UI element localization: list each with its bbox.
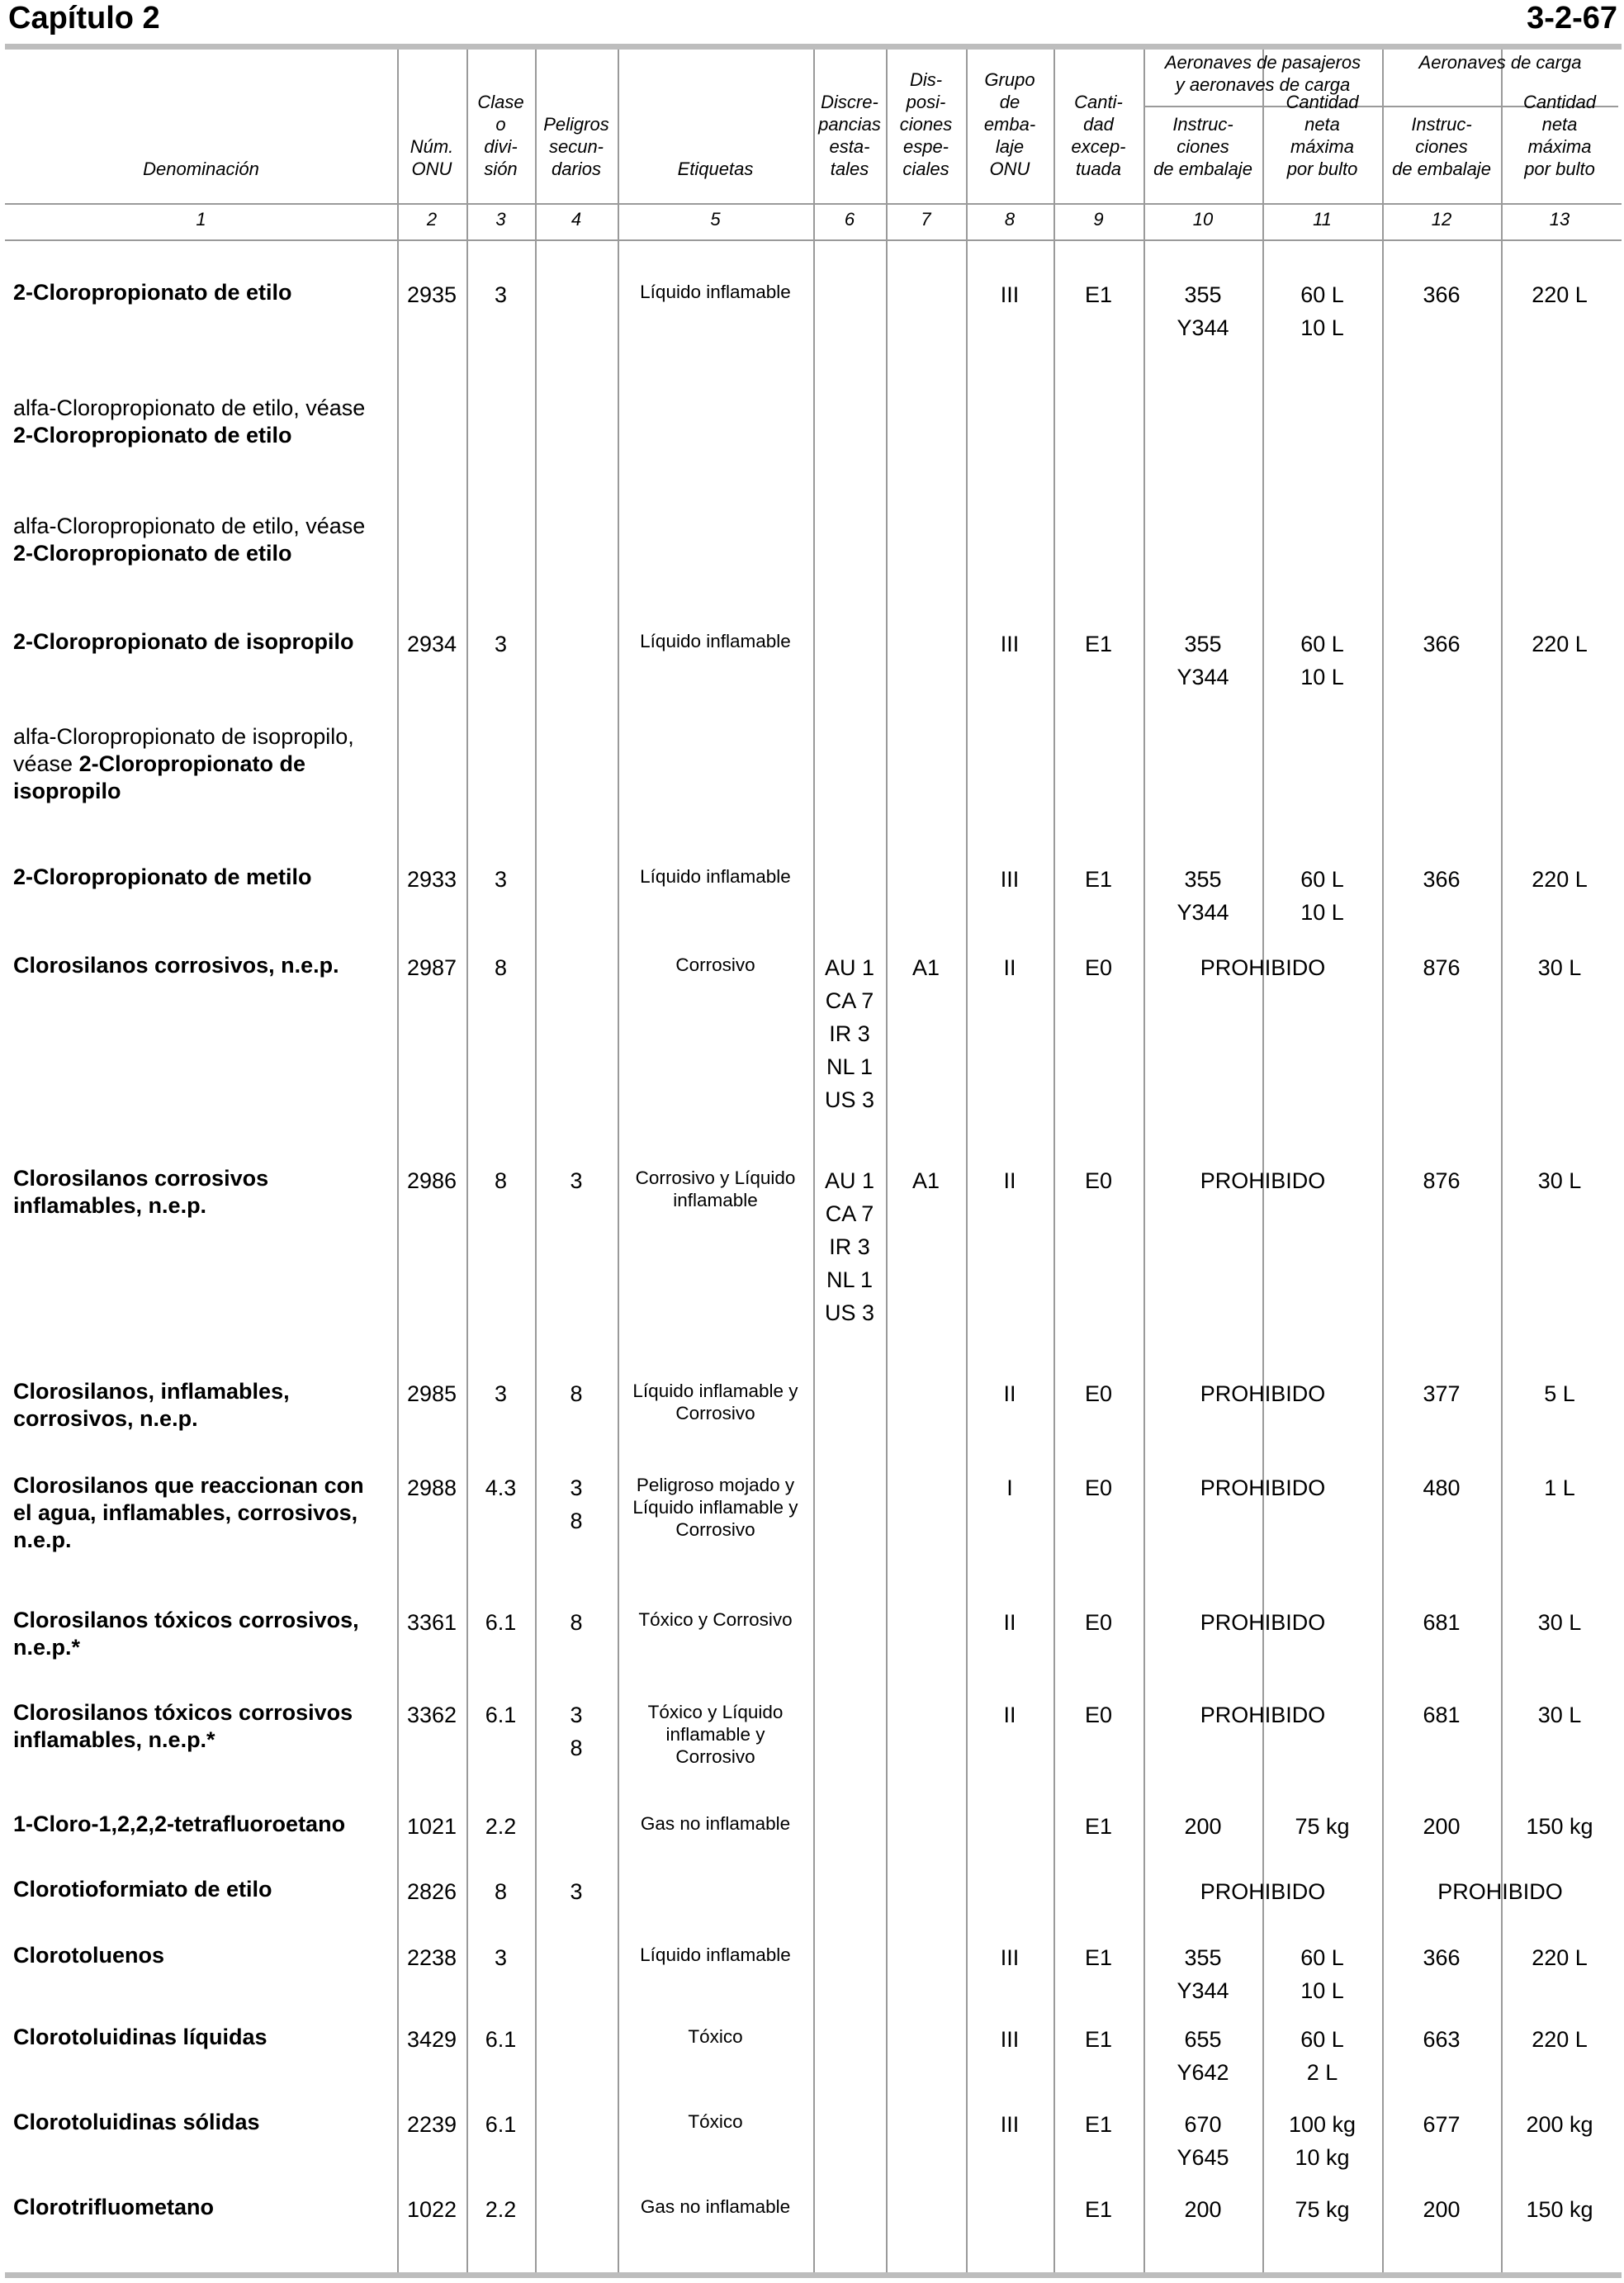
cell-pg: III bbox=[1000, 2112, 1020, 2137]
cross-reference-target: 2-Cloropropionato de isopropilo bbox=[13, 751, 306, 803]
cell-un: 2988 bbox=[406, 1475, 457, 1500]
column-header: Dis- posi- ciones espe- ciales bbox=[899, 69, 953, 179]
cell-cls: 8 bbox=[494, 1168, 508, 1193]
cell-qty_cao: 150 kg bbox=[1526, 1814, 1593, 1839]
top-rule bbox=[5, 44, 1622, 50]
cell-pi_pax: 355 Y344 bbox=[1177, 1945, 1229, 2003]
label-cell: Corrosivo bbox=[675, 954, 755, 975]
cell-eq: E1 bbox=[1084, 1945, 1113, 1970]
column-divider bbox=[886, 50, 888, 2272]
cross-reference-text: alfa-Cloropropionato de isopropilo, véase bbox=[13, 724, 354, 776]
cell-eq: E1 bbox=[1084, 867, 1113, 892]
column-divider bbox=[1262, 50, 1264, 2272]
cell-un: 1021 bbox=[406, 1814, 457, 1839]
label-cell: Líquido inflamable bbox=[640, 282, 791, 302]
cell-pi_cao: 663 bbox=[1423, 2027, 1461, 2052]
cell-qty_cao: 30 L bbox=[1537, 955, 1582, 980]
cell-eq: E1 bbox=[1084, 2027, 1113, 2052]
column-number: 8 bbox=[1004, 209, 1016, 230]
passenger-forbidden: PROHIBIDO bbox=[1200, 1879, 1326, 1904]
cell-qty_pax: 60 L 2 L bbox=[1300, 2027, 1344, 2085]
cell-eq: E0 bbox=[1084, 955, 1113, 980]
substance-name bbox=[13, 864, 385, 891]
cell-pg: I bbox=[1006, 1475, 1013, 1500]
cell-cls: 3 bbox=[494, 1945, 508, 1970]
column-header: Cantidad neta máxima por bulto bbox=[1285, 92, 1359, 179]
substance-name-text: 2-Cloropropionato de metilo bbox=[13, 864, 312, 889]
substance-name-text: Clorotrifluometano bbox=[13, 2195, 214, 2219]
cell-pi_cao: 200 bbox=[1423, 2197, 1461, 2222]
cell-qty_pax: 60 L 10 L bbox=[1300, 1945, 1344, 2003]
substance-name bbox=[13, 513, 385, 567]
label-cell: Gas no inflamable bbox=[640, 1813, 791, 1834]
cell-qty_cao: 30 L bbox=[1537, 1703, 1582, 1727]
column-divider bbox=[535, 50, 537, 2272]
label-cell: Tóxico bbox=[688, 2026, 743, 2047]
cell-pi_pax: 355 Y344 bbox=[1177, 867, 1229, 925]
cell-pg: III bbox=[1000, 2027, 1020, 2052]
passenger-forbidden: PROHIBIDO bbox=[1200, 955, 1326, 980]
cell-qty_cao: 30 L bbox=[1537, 1610, 1582, 1635]
substance-name bbox=[13, 1811, 385, 1838]
cell-var: AU 1 CA 7 IR 3 NL 1 US 3 bbox=[824, 1168, 875, 1325]
column-header: Grupo de emba- laje ONU bbox=[983, 69, 1036, 179]
cross-reference-text: alfa-Cloropropionato de etilo, véase bbox=[13, 514, 366, 538]
cell-qty_pax: 60 L 10 L bbox=[1300, 867, 1344, 925]
column-number: 10 bbox=[1192, 209, 1214, 230]
column-number: 7 bbox=[921, 209, 931, 230]
cell-pg: II bbox=[1003, 1610, 1016, 1635]
substance-name bbox=[13, 1165, 385, 1220]
cell-pg: III bbox=[1000, 867, 1020, 892]
cell-un: 2238 bbox=[406, 1945, 457, 1970]
cell-sec: 3 8 bbox=[570, 1475, 583, 1533]
cell-cls: 6.1 bbox=[485, 1610, 517, 1635]
chapter-title: Capítulo 2 bbox=[8, 1, 160, 36]
cross-reference-target: 2-Cloropropionato de etilo bbox=[13, 541, 292, 566]
cell-pi_cao: 876 bbox=[1423, 955, 1461, 980]
cell-qty_cao: 200 kg bbox=[1526, 2112, 1593, 2137]
substance-name bbox=[13, 628, 385, 656]
page-number: 3-2-67 bbox=[1527, 1, 1617, 36]
column-header: Canti- dad excep- tuada bbox=[1071, 92, 1126, 179]
cell-qty_pax: 60 L 10 L bbox=[1300, 632, 1344, 689]
cell-un: 2986 bbox=[406, 1168, 457, 1193]
column-divider bbox=[1382, 50, 1384, 2272]
cell-cls: 3 bbox=[494, 1381, 508, 1406]
cell-qty_pax: 75 kg bbox=[1295, 1814, 1350, 1839]
cell-cls: 4.3 bbox=[485, 1475, 517, 1500]
cell-sec: 8 bbox=[570, 1381, 583, 1406]
column-header: Peligros secun- darios bbox=[543, 114, 609, 179]
cell-eq: E0 bbox=[1084, 1703, 1113, 1727]
substance-name bbox=[13, 2194, 385, 2221]
column-number: 1 bbox=[196, 209, 206, 230]
cargo-forbidden: PROHIBIDO bbox=[1437, 1879, 1563, 1904]
cell-pi_cao: 681 bbox=[1423, 1703, 1461, 1727]
cell-pi_cao: 876 bbox=[1423, 1168, 1461, 1193]
column-header: Cantidad neta máxima por bulto bbox=[1522, 92, 1597, 179]
column-divider bbox=[466, 50, 468, 2272]
cell-pi_cao: 366 bbox=[1423, 867, 1461, 892]
substance-name-text: Clorosilanos tóxicos corrosivos inflamables, n.e.p.* bbox=[13, 1700, 353, 1752]
column-header: Instruc- ciones de embalaje bbox=[1153, 114, 1252, 179]
cell-pi_pax: 355 Y344 bbox=[1177, 282, 1229, 340]
cell-pi_cao: 366 bbox=[1423, 282, 1461, 307]
substance-name-text: Clorosilanos, inflamables, corrosivos, n.e.p. bbox=[13, 1379, 290, 1431]
cell-un: 2985 bbox=[406, 1381, 457, 1406]
cell-eq: E0 bbox=[1084, 1610, 1113, 1635]
substance-name-text: Clorotoluenos bbox=[13, 1943, 164, 1968]
column-divider bbox=[813, 50, 815, 2272]
cell-eq: E0 bbox=[1084, 1168, 1113, 1193]
column-divider bbox=[1501, 50, 1503, 2272]
column-divider bbox=[397, 50, 399, 2272]
column-number: 2 bbox=[426, 209, 438, 230]
cell-sp: A1 bbox=[911, 1168, 940, 1193]
cell-pi_cao: 366 bbox=[1423, 1945, 1461, 1970]
substance-name bbox=[13, 1607, 385, 1661]
cell-cls: 6.1 bbox=[485, 2112, 517, 2137]
substance-name bbox=[13, 1699, 385, 1754]
bottom-rule bbox=[5, 2272, 1622, 2278]
cell-pi_cao: 366 bbox=[1423, 632, 1461, 656]
cell-un: 2239 bbox=[406, 2112, 457, 2137]
label-cell: Peligroso mojado y Líquido inflamable y Corrosivo bbox=[632, 1475, 798, 1540]
cell-var: AU 1 CA 7 IR 3 NL 1 US 3 bbox=[824, 955, 875, 1112]
column-divider bbox=[966, 50, 968, 2272]
label-cell: Líquido inflamable bbox=[640, 866, 791, 887]
cell-cls: 2.2 bbox=[485, 2197, 517, 2222]
column-divider bbox=[618, 50, 619, 2272]
passenger-forbidden: PROHIBIDO bbox=[1200, 1381, 1326, 1406]
cell-qty_cao: 30 L bbox=[1537, 1168, 1582, 1193]
page-header bbox=[0, 0, 1624, 43]
cell-un: 3429 bbox=[406, 2027, 457, 2052]
cell-cls: 8 bbox=[494, 1879, 508, 1904]
label-cell: Tóxico bbox=[688, 2111, 743, 2132]
cell-qty_cao: 220 L bbox=[1532, 632, 1588, 656]
substance-name-text: Clorotoluidinas sólidas bbox=[13, 2110, 260, 2134]
cell-pi_cao: 480 bbox=[1423, 1475, 1461, 1500]
label-cell: Líquido inflamable y Corrosivo bbox=[632, 1381, 798, 1423]
cell-qty_pax: 75 kg bbox=[1295, 2197, 1350, 2222]
cell-qty_cao: 5 L bbox=[1544, 1381, 1575, 1406]
label-cell: Líquido inflamable bbox=[640, 1944, 791, 1965]
cell-pi_cao: 200 bbox=[1423, 1814, 1461, 1839]
cell-eq: E1 bbox=[1084, 632, 1113, 656]
cell-cls: 3 bbox=[494, 632, 508, 656]
passenger-forbidden: PROHIBIDO bbox=[1200, 1475, 1326, 1500]
substance-name-text: Clorosilanos tóxicos corrosivos, n.e.p.* bbox=[13, 1608, 359, 1660]
substance-name-text: Clorosilanos corrosivos inflamables, n.e.p. bbox=[13, 1166, 269, 1218]
cell-cls: 8 bbox=[494, 955, 508, 980]
cell-un: 2826 bbox=[406, 1879, 457, 1904]
cross-reference-target: 2-Cloropropionato de etilo bbox=[13, 423, 292, 448]
substance-name-text: Clorosilanos corrosivos, n.e.p. bbox=[13, 953, 339, 978]
cell-un: 2933 bbox=[406, 867, 457, 892]
cell-pi_pax: 355 Y344 bbox=[1177, 632, 1229, 689]
cell-pg: III bbox=[1000, 1945, 1020, 1970]
cell-cls: 3 bbox=[494, 867, 508, 892]
substance-name bbox=[13, 2109, 385, 2136]
cell-cls: 2.2 bbox=[485, 1814, 517, 1839]
cell-un: 2935 bbox=[406, 282, 457, 307]
cell-qty_pax: 100 kg 10 kg bbox=[1288, 2112, 1356, 2170]
column-number: 9 bbox=[1093, 209, 1104, 230]
substance-name bbox=[13, 723, 385, 805]
column-header: Clase o divi- sión bbox=[477, 92, 524, 179]
cell-cls: 6.1 bbox=[485, 2027, 517, 2052]
cell-pg: III bbox=[1000, 282, 1020, 307]
column-number: 5 bbox=[710, 209, 721, 230]
substance-name bbox=[13, 952, 385, 979]
column-header: Discre- pancias esta- tales bbox=[818, 92, 881, 179]
label-cell: Tóxico y Líquido inflamable y Corrosivo bbox=[647, 1702, 784, 1767]
column-number: 11 bbox=[1313, 209, 1332, 230]
cell-un: 3362 bbox=[406, 1703, 457, 1727]
cell-eq: E0 bbox=[1084, 1381, 1113, 1406]
label-cell: Gas no inflamable bbox=[640, 2196, 791, 2217]
cross-reference-text: alfa-Cloropropionato de etilo, véase bbox=[13, 395, 366, 420]
cell-pg: II bbox=[1003, 1168, 1016, 1193]
cell-qty_pax: 60 L 10 L bbox=[1300, 282, 1344, 340]
cell-pi_pax: 655 Y642 bbox=[1177, 2027, 1229, 2085]
substance-name bbox=[13, 395, 385, 449]
cell-sec: 8 bbox=[570, 1610, 583, 1635]
cell-eq: E1 bbox=[1084, 2197, 1113, 2222]
substance-name-text: 1-Cloro-1,2,2,2-tetrafluoroetano bbox=[13, 1812, 346, 1836]
cell-cls: 3 bbox=[494, 282, 508, 307]
column-number: 4 bbox=[571, 209, 582, 230]
passenger-forbidden: PROHIBIDO bbox=[1200, 1610, 1326, 1635]
cell-pg: III bbox=[1000, 632, 1020, 656]
column-number: 12 bbox=[1431, 209, 1452, 230]
substance-name bbox=[13, 279, 385, 306]
column-divider bbox=[1053, 50, 1055, 2272]
label-cell: Corrosivo y Líquido inflamable bbox=[635, 1168, 796, 1210]
group-header: Aeronaves de carga bbox=[1418, 52, 1582, 73]
substance-name-text: 2-Cloropropionato de etilo bbox=[13, 280, 292, 305]
column-header: Denominación bbox=[143, 159, 259, 179]
cell-sec: 3 8 bbox=[570, 1703, 583, 1760]
column-header: Instruc- ciones de embalaje bbox=[1392, 114, 1491, 179]
cell-qty_cao: 220 L bbox=[1532, 2027, 1588, 2052]
column-number: 3 bbox=[495, 209, 506, 230]
substance-name-text: 2-Cloropropionato de isopropilo bbox=[13, 629, 354, 654]
column-number: 6 bbox=[844, 209, 855, 230]
cell-pi_pax: 670 Y645 bbox=[1177, 2112, 1229, 2170]
label-cell: Líquido inflamable bbox=[640, 631, 791, 651]
column-header: Núm. ONU bbox=[410, 136, 454, 179]
cell-pi_pax: 200 bbox=[1184, 2197, 1222, 2222]
passenger-forbidden: PROHIBIDO bbox=[1200, 1703, 1326, 1727]
cell-pi_pax: 200 bbox=[1184, 1814, 1222, 1839]
cell-eq: E0 bbox=[1084, 1475, 1113, 1500]
cell-un: 2987 bbox=[406, 955, 457, 980]
label-cell: Tóxico y Corrosivo bbox=[638, 1609, 793, 1630]
substance-name bbox=[13, 2024, 385, 2051]
cell-cls: 6.1 bbox=[485, 1703, 517, 1727]
substance-name bbox=[13, 1876, 385, 1903]
cell-un: 1022 bbox=[406, 2197, 457, 2222]
substance-name bbox=[13, 1378, 385, 1433]
substance-name bbox=[13, 1942, 385, 1969]
column-divider bbox=[1143, 50, 1145, 2272]
cell-eq: E1 bbox=[1084, 2112, 1113, 2137]
cell-qty_cao: 220 L bbox=[1532, 1945, 1588, 1970]
cell-pg: II bbox=[1003, 1703, 1016, 1727]
header-bottom-line bbox=[5, 203, 1622, 205]
cell-un: 2934 bbox=[406, 632, 457, 656]
substance-name-text: Clorosilanos que reaccionan con el agua, inflamables, corrosivos, n.e.p. bbox=[13, 1473, 364, 1552]
substance-name-text: Clorotoluidinas líquidas bbox=[13, 2025, 268, 2049]
group-header: Aeronaves de pasajeros y aeronaves de carga bbox=[1164, 52, 1361, 95]
cell-qty_cao: 1 L bbox=[1544, 1475, 1575, 1500]
cell-qty_cao: 150 kg bbox=[1526, 2197, 1593, 2222]
substance-name bbox=[13, 1472, 385, 1554]
column-number-line bbox=[5, 239, 1622, 241]
passenger-forbidden: PROHIBIDO bbox=[1200, 1168, 1326, 1193]
cell-qty_cao: 220 L bbox=[1532, 282, 1588, 307]
substance-name-text: Clorotioformiato de etilo bbox=[13, 1877, 272, 1902]
cell-pi_cao: 677 bbox=[1423, 2112, 1461, 2137]
cell-un: 3361 bbox=[406, 1610, 457, 1635]
cell-pi_cao: 681 bbox=[1423, 1610, 1461, 1635]
cell-pg: II bbox=[1003, 955, 1016, 980]
cell-eq: E1 bbox=[1084, 1814, 1113, 1839]
column-header: Etiquetas bbox=[677, 159, 754, 179]
cell-sec: 3 bbox=[570, 1168, 583, 1193]
cell-pg: II bbox=[1003, 1381, 1016, 1406]
cell-qty_cao: 220 L bbox=[1532, 867, 1588, 892]
cell-sec: 3 bbox=[570, 1879, 583, 1904]
cell-pi_cao: 377 bbox=[1423, 1381, 1461, 1406]
cell-eq: E1 bbox=[1084, 282, 1113, 307]
cell-sp: A1 bbox=[911, 955, 940, 980]
column-number: 13 bbox=[1549, 209, 1570, 230]
